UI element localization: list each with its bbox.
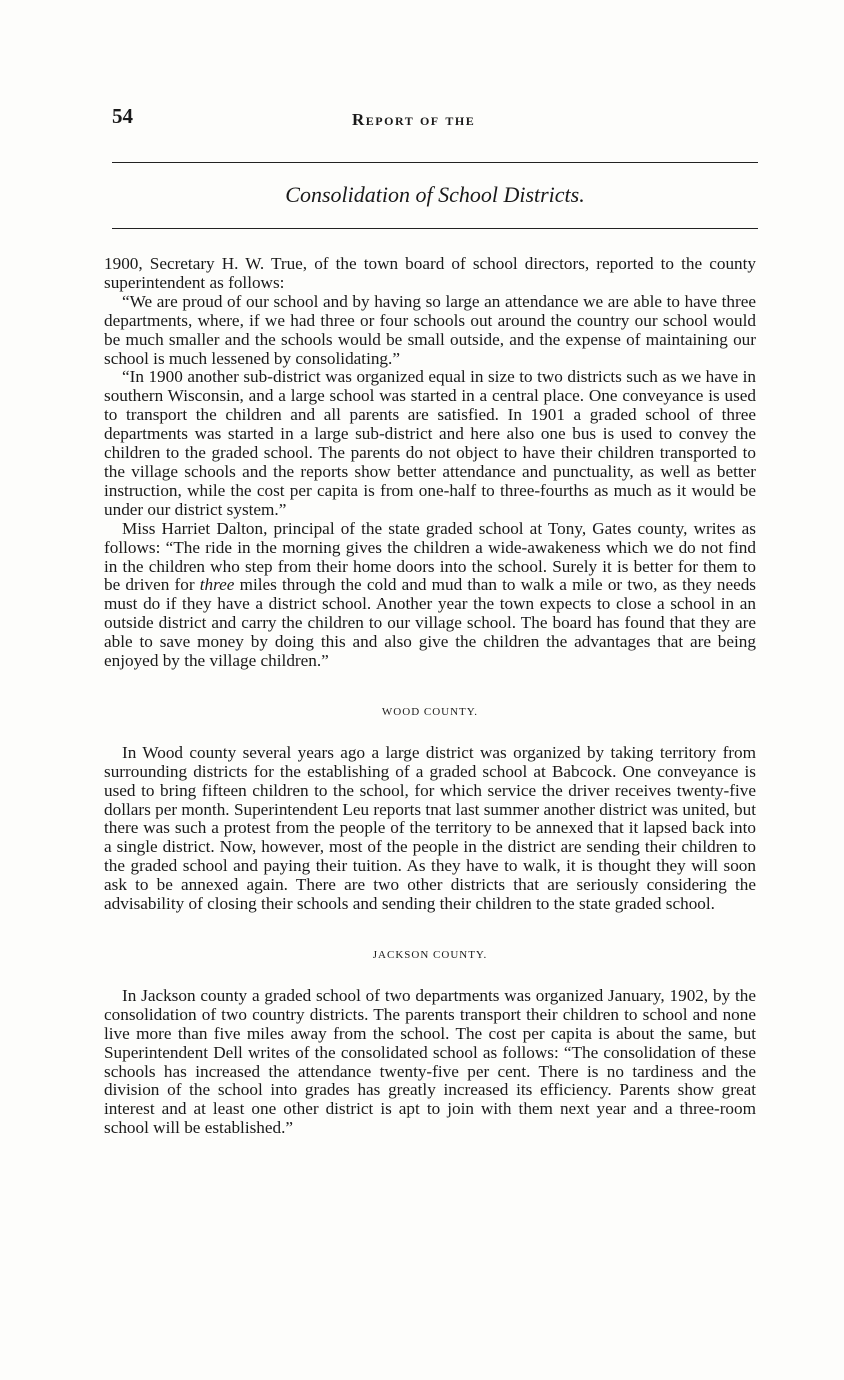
paragraph-dalton xyxy=(104,520,756,671)
bottom-rule xyxy=(112,228,758,229)
section-title: Consolidation of School Districts. xyxy=(285,182,585,207)
body-text xyxy=(104,255,756,1138)
paragraph-quote-1: “We are proud of our school and by having so large an attendance we are able to have three departments, where, if we had three or four schools out around the country our school would be much smaller and the schools would be small outside, and the expense of maintaining our school is much lessened by consolidating.” xyxy=(104,291,756,368)
top-rule xyxy=(112,162,758,163)
page-number: 54 xyxy=(112,104,133,128)
subheading-jackson-county: JACKSON COUNTY. xyxy=(372,949,488,961)
paragraph-jackson-county: In Jackson county a graded school of two departments was organized January, 1902, by the consolidation of two country districts. The parents transport their children to school and none live more than five miles away from the school. The cost per capita is about the same, but Superintendent Dell writes of the consolidated school as follows: “The consolidation of these schools has increased the attendance twenty-five per cent. There is no tardiness and the division of the school into grades has greatly increased its efficiency. Parents show great interest and at least one other district is apt to join with them next year and a three-room school will be established.” xyxy=(104,985,756,1138)
paragraph-quote-2: “In 1900 another sub-district was organized equal in size to two districts such as we have in southern Wisconsin, and a large school was started in a central place. One conveyance is used to transport the children and all parents are satisfied. In 1901 a graded school of three departments was started in a large sub-district and here also one bus is used to convey the children to the graded school. The parents do not object to have their children transported to the village schools and the reports show better attendance and punctuality, as well as better instruction, while the cost per capita is from one-half to three-fourths as much as it would be under our district system.” xyxy=(104,367,756,519)
paragraph-continuation: 1900, Secretary H. W. True, of the town board of school directors, reported to the county superintendent as follows: xyxy=(104,254,756,292)
subheading-wood-county: WOOD COUNTY. xyxy=(381,705,479,718)
paragraph-wood-county: In Wood county several years ago a large district was organized by taking territory from surrounding districts for the establishing of a graded school at Babcock. One conveyance is used to bring fifteen children to the school, for which service the driver receives twenty-five dollars per month. Superintendent Leu reports tnat last summer another district was united, but there was such a protest from the people of the territory to be annexed that it lapsed back into a single district. Now, however, most of the people in the district are sending their children to the graded school and paying their tuition. As they have to walk, it is thought they will soon ask to be annexed again. There are two other districts that are seriously considering the advisability of closing their schools and sending their children to the state graded school. xyxy=(104,742,756,914)
dalton-text-a: Miss Harriet Dalton, principal of the state graded school at Tony, Gates county, writes as follows: “The ride in the morning gives the children a wide-awakeness which we do not find in the children who step from their home doors into the school. Surely it is better for them to be driven for xyxy=(104,518,756,595)
running-head: Report of the xyxy=(352,110,476,129)
dalton-text-b: miles through the cold and mud than to walk a mile or two, as they needs must do if they have a district school. Another year the town expects to close a school in an outside district and carry the children to our village school. The board has found that they are able to save money by doing this and also give the children the advantages that are being enjoyed by the village children.” xyxy=(104,575,756,671)
dalton-emphasis: three xyxy=(199,575,235,595)
